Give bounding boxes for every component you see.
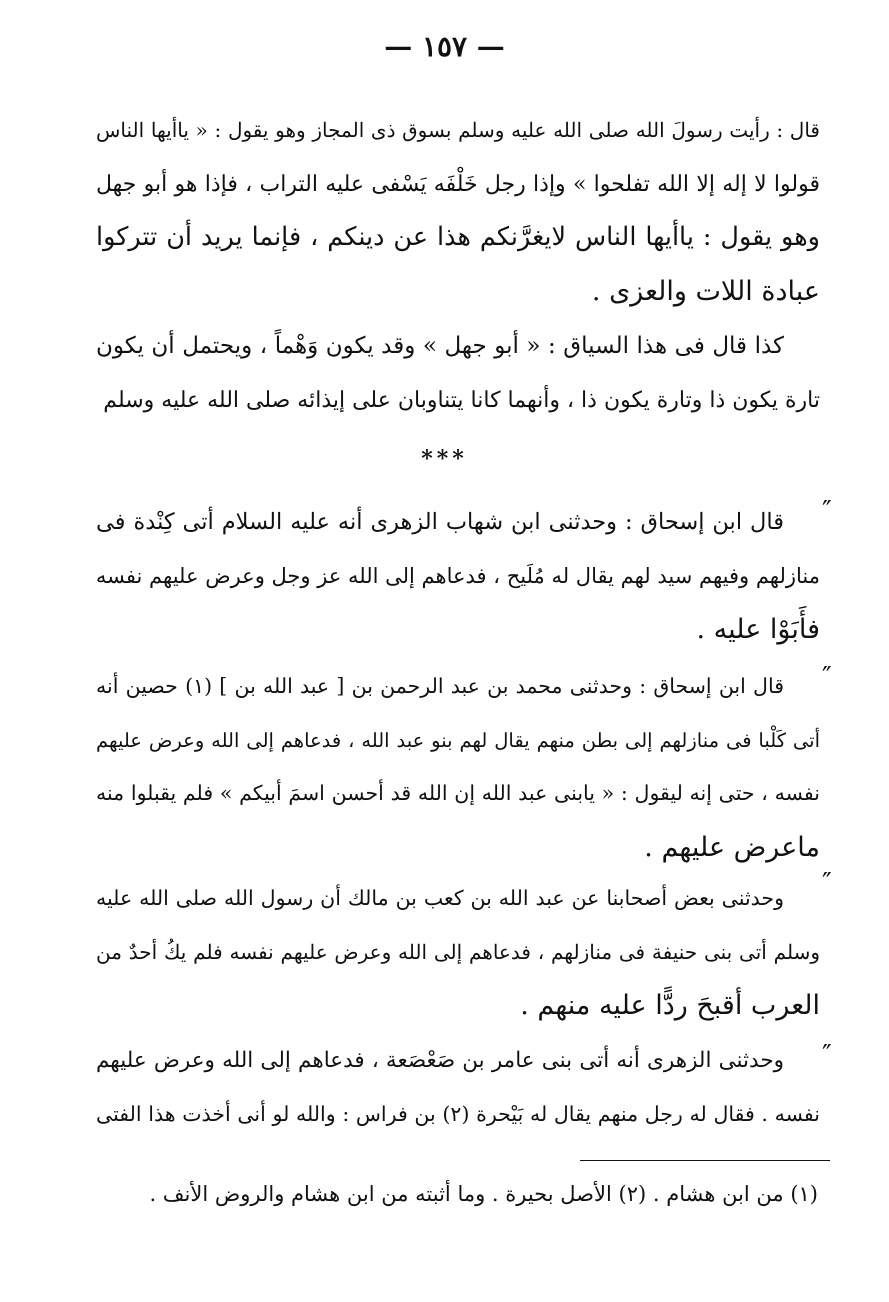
text-line: نفسه . فقال له رجل منهم يقال له بَيْحرة (٢) بن فراس : والله لو أنى أخذت هذا الفتى [96, 1101, 820, 1126]
text-line: منازلهم وفيهم سيد لهم يقال له مُلَيح ، فدعاهم إلى الله عز وجل وعرض عليهم نفسه [95, 563, 820, 588]
paragraph [96, 104, 820, 318]
text-line: قال ابن إسحاق : وحدثنى ابن شهاب الزهرى أنه عليه السلام أتى كِنْدة فى [96, 509, 784, 535]
text-line: تارة يكون ذا وتارة يكون ذا ، وأنهما كانا يتناوبان على إيذائه صلى الله عليه وسلم [103, 387, 820, 413]
margin-mark: ″ [822, 662, 832, 692]
text-line: أتى كَلْبا فى منازلهم إلى بطن منهم يقال لهم بنو عبد الله ، فدعاهم إلى الله وعرض عليهم [96, 728, 820, 752]
footnote: (١) من ابن هشام . (٢) الأصل بحيرة . وما أثبته من ابن هشام والروض الأنف . [149, 1182, 818, 1206]
text-line: فأَبَوْا عليه . [696, 614, 820, 645]
paragraph [96, 660, 820, 874]
text-line: قال ابن إسحاق : وحدثنى محمد بن عبد الرحمن بن [ عبد الله بن ] (١) حصين أنه [96, 674, 784, 698]
text-line: ماعرض عليهم . [644, 831, 820, 863]
text-line: نفسه ، حتى إنه ليقول : « يابنى عبد الله إن الله قد أحسن اسمَ أبيكم » فلم يقبلوا منه [96, 781, 820, 805]
text-line: وهو يقول : ياأيها الناس لايغرَّنكم هذا عن دينكم ، فإنما يريد أن تتركوا [96, 222, 820, 252]
text-line: قال : رأيت رسولَ الله صلى الله عليه وسلم بسوق ذى المجاز وهو يقول : « ياأيها الناس [96, 118, 820, 142]
margin-mark: ″ [822, 1040, 832, 1070]
text-line: قولوا لا إله إلا الله تفلحوا » وإذا رجل خَلْفَه يَسْفى عليه التراب ، فإذا هو أبو جهل [96, 171, 820, 197]
section-separator: *** [421, 446, 468, 472]
text-line: العرب أقبحَ ردًّا عليه منهم . [520, 990, 820, 1021]
footnote-rule [580, 1160, 830, 1161]
text-line: وحدثنى الزهرى أنه أتى بنى عامر بن صَعْصَعة ، فدعاهم إلى الله وعرض عليهم [96, 1048, 784, 1073]
paragraph [96, 320, 820, 427]
paragraph [96, 1034, 820, 1141]
text-line: كذا قال فى هذا السياق : « أبو جهل » وقد يكون وَهْماً ، ويحتمل أن يكون [96, 333, 784, 359]
margin-mark: ″ [822, 496, 832, 526]
paragraph [96, 496, 820, 657]
text-line: عبادة اللات والعزى . [591, 275, 820, 307]
text-line: وحدثنى بعض أصحابنا عن عبد الله بن كعب بن مالك أن رسول الله صلى الله عليه [96, 886, 784, 910]
margin-mark: ″ [822, 868, 832, 898]
page-number: — ١٥٧ — [384, 30, 505, 63]
text-line: وسلم أتى بنى حنيفة فى منازلهم ، فدعاهم إلى الله وعرض عليهم نفسه فلم يكُ أحدٌ من [96, 939, 820, 964]
paragraph [96, 872, 820, 1033]
